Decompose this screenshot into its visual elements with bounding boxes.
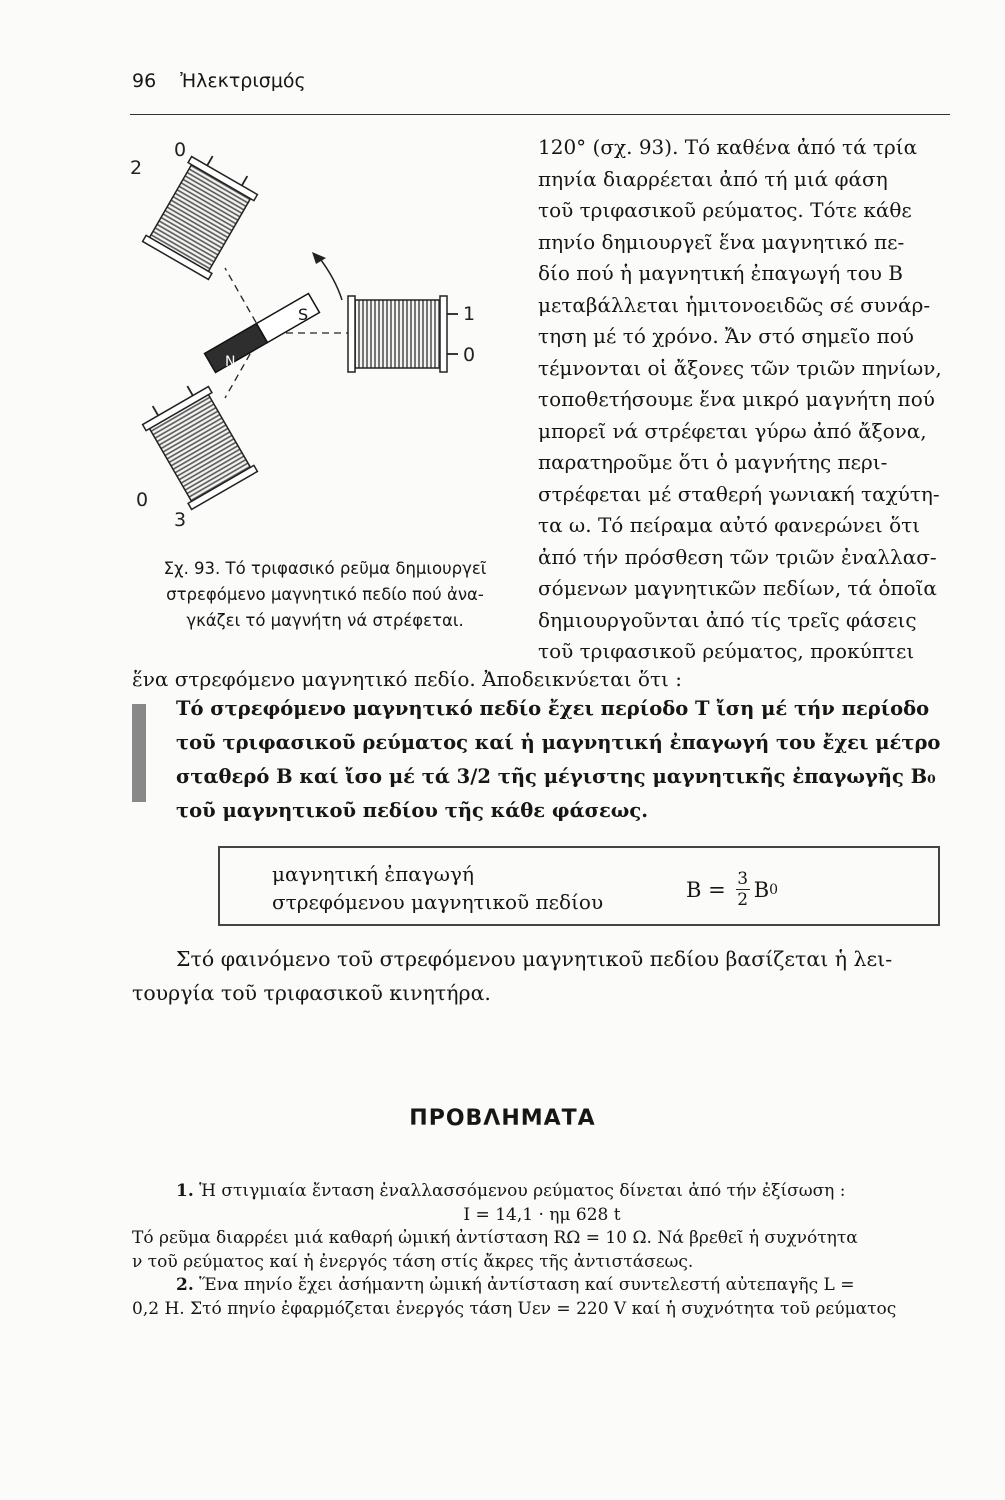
problem-2	[132, 1274, 952, 1298]
motor-paragraph	[132, 942, 952, 1010]
coil-bottom-left	[137, 377, 257, 509]
problem-text: Ἕνα πηνίο ἔχει ἀσήμαντη ὠμική ἀντίσταση καί συντελεστή αὐτεπαγῆς L =	[199, 1275, 855, 1295]
problem-1-equation: I = 14,1 · ημ 628 t	[463, 1204, 621, 1225]
header-rule	[130, 114, 950, 115]
page-number: 96	[132, 70, 157, 92]
label-coil3-0: 0	[136, 489, 149, 511]
text-line: τοποθετήσουμε ἕνα μικρό μαγνήτη πού	[538, 387, 935, 411]
running-header	[132, 70, 306, 92]
text-line: παρατηροῦμε ὅτι ὁ μαγνήτης περι-	[538, 450, 888, 474]
caption-line: Σχ. 93. Τό τριφασικό ρεῦμα δημιουργεῖ	[163, 559, 487, 578]
law-line: σταθερό B καί ἴσο μέ τά 3/2 τῆς μέγιστης μαγνητικῆς ἐπαγωγῆς B₀	[176, 765, 936, 788]
text-line: μεταβάλλεται ἡμιτονοειδῶς σέ συνάρ-	[538, 292, 931, 317]
law-margin-bar	[132, 704, 146, 802]
text-line: πηνία διαρρέεται ἀπό τή μιά φάση	[538, 166, 888, 191]
problem-number: 1.	[176, 1181, 194, 1201]
section-title: Ἠλεκτρισμός	[180, 70, 306, 92]
formula-label	[272, 860, 603, 916]
caption-line: γκάζει τό μαγνήτη νά στρέφεται.	[186, 611, 464, 630]
problems-heading: ΠΡΟΒΛΗΜΑΤΑ	[409, 1106, 596, 1131]
continuation-line: ἕνα στρεφόμενο μαγνητικό πεδίο. Ἀποδεικνύεται ὅτι :	[132, 667, 682, 691]
text-line: σόμενων μαγνητικῶν πεδίων, τά ὁποῖα	[538, 576, 937, 600]
label-coil1-0: 0	[463, 344, 476, 366]
formula-rhs-subscript: 0	[769, 881, 779, 898]
text-line: 120° (σχ. 93). Τό καθένα ἀπό τά τρία	[538, 135, 918, 159]
problem-1	[132, 1180, 952, 1204]
text-line: τοῦ τριφασικοῦ ρεύματος. Τότε κάθε	[538, 198, 912, 222]
rotation-arrow-icon	[312, 252, 326, 264]
text-line: πηνίο δημιουργεῖ ἕνα μαγνητικό πε-	[538, 229, 905, 254]
text-line: τουργία τοῦ τριφασικοῦ κινητήρα.	[132, 981, 491, 1005]
text-line: τηση μέ τό χρόνο. Ἄν στό σημεῖο πού	[538, 324, 914, 348]
figure-93	[130, 128, 510, 548]
coil-top-left	[143, 147, 263, 279]
figure-caption	[135, 556, 515, 634]
problem-text: Τό ρεῦμα διαρρέει μιά καθαρή ὠμική ἀντίσταση RΩ = 10 Ω. Νά βρεθεῖ ἡ συχνότητα	[132, 1228, 858, 1248]
formula-label-line2: στρεφόμενου μαγνητικοῦ πεδίου	[272, 890, 604, 914]
law-line: Τό στρεφόμενο μαγνητικό πεδίο ἔχει περίοδο T ἴση μέ τήν περίοδο	[176, 697, 930, 720]
formula-equation	[686, 870, 778, 909]
text-line: τέμνονται οἱ ἄξονες τῶν τριῶν πηνίων,	[538, 355, 942, 380]
problem-text: ν τοῦ ρεύματος καί ἡ ἐνεργός τάση στίς ἄκρες τῆς ἀντιστάσεως.	[132, 1251, 694, 1272]
text-line: τα ω. Τό πείραμα αὐτό φανερώνει ὅτι	[538, 513, 921, 537]
label-coil2-0: 0	[174, 139, 187, 161]
text-line: τοῦ τριφασικοῦ ρεύματος, προκύπτει	[538, 639, 915, 663]
problem-text: Ἡ στιγμιαία ἔνταση ἐναλλασσόμενου ρεύματος δίνεται ἀπό τήν ἐξίσωση :	[199, 1181, 846, 1201]
problems-section	[132, 1180, 952, 1321]
label-coil1-1: 1	[463, 303, 476, 325]
formula-fraction	[736, 870, 750, 909]
coil-right	[348, 296, 458, 372]
formula-label-line1: μαγνητική ἐπαγωγή	[272, 862, 474, 886]
fraction-numerator: 3	[737, 869, 749, 889]
magnet-north-label: N	[225, 354, 236, 370]
law-statement	[176, 692, 950, 828]
rotation-arc	[318, 256, 342, 300]
text-line: δίο πού ἡ μαγνητική ἐπαγωγή του B	[538, 261, 903, 285]
law-line: τοῦ μαγνητικοῦ πεδίου τῆς κάθε φάσεως.	[176, 799, 649, 822]
problem-text: 0,2 H. Στό πηνίο ἐφαρμόζεται ἐνεργός τάση Uεν = 220 V καί ἡ συχνότητα τοῦ ρεύματος	[132, 1298, 897, 1319]
label-coil2-2: 2	[130, 157, 143, 179]
right-column-text	[538, 132, 950, 668]
three-phase-coils-diagram	[130, 128, 510, 548]
text-line: στρέφεται μέ σταθερή γωνιακή ταχύτη-	[538, 481, 940, 506]
magnet-south-label: S	[298, 305, 309, 324]
fraction-denominator: 2	[737, 890, 749, 910]
text-line: δημιουργοῦνται ἀπό τίς τρεῖς φάσεις	[538, 607, 917, 632]
text-line: ἀπό τήν πρόσθεση τῶν τριῶν ἐναλλασ-	[538, 544, 937, 569]
caption-line: στρεφόμενο μαγνητικό πεδίο πού ἀνα-	[166, 585, 484, 604]
problem-number: 2.	[176, 1275, 194, 1295]
text-line: Στό φαινόμενο τοῦ στρεφόμενου μαγνητικοῦ πεδίου βασίζεται ἡ λει-	[176, 947, 893, 971]
label-coil3-3: 3	[174, 509, 187, 531]
formula-box	[218, 846, 940, 926]
formula-rhs: B	[753, 877, 770, 902]
law-line: τοῦ τριφασικοῦ ρεύματος καί ἡ μαγνητική ἐπαγωγή του ἔχει μέτρο	[176, 731, 941, 754]
formula-lhs: B =	[686, 877, 726, 902]
text-line: μπορεῖ νά στρέφεται γύρω ἀπό ἄξονα,	[538, 418, 927, 443]
